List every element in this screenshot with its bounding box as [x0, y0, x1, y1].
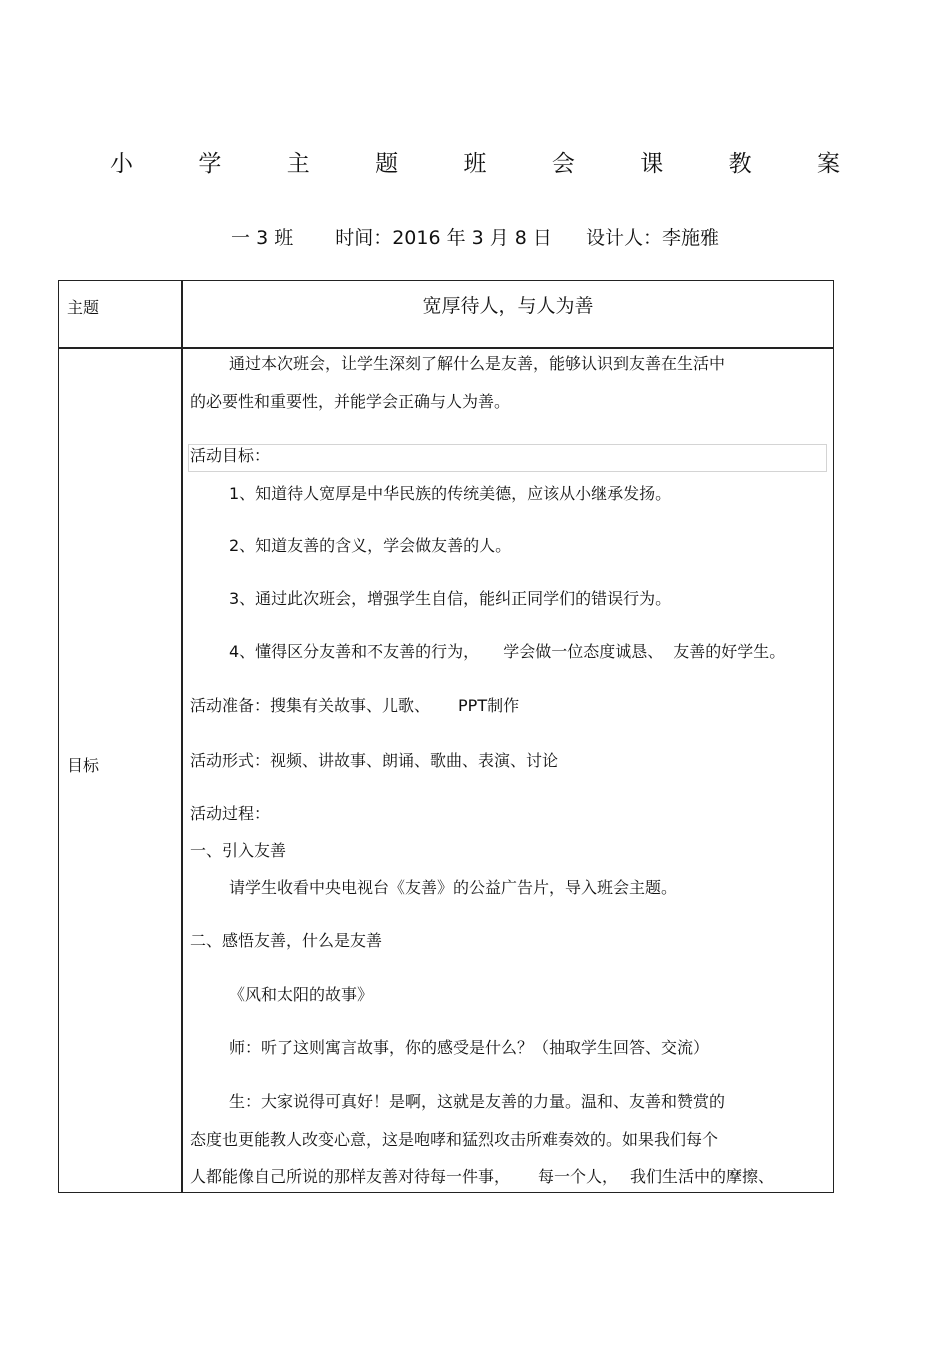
- objectives-heading-box: [188, 444, 827, 472]
- prep-part: PPT制作: [458, 696, 520, 715]
- activity-form: 活动形式：视频、讲故事、朗诵、歌曲、表演、讨论: [190, 751, 559, 770]
- objective4-part: 4、懂得区分友善和不友善的行为，: [229, 642, 480, 661]
- document-title: [110, 150, 840, 178]
- title-char: 教: [728, 151, 752, 177]
- title-char: 班: [463, 151, 487, 177]
- objective-item: 2、知道友善的含义，学会做友善的人。: [229, 536, 512, 555]
- title-char: 案: [817, 151, 840, 177]
- intro-line: 的必要性和重要性，并能学会正确与人为善。: [190, 392, 511, 411]
- objective4-part: 学会做一位态度诚恳、: [503, 642, 664, 661]
- intro-line: 通过本次班会，让学生深刻了解什么是友善，能够认识到友善在生活中: [229, 354, 726, 373]
- title-char: 题: [375, 151, 399, 177]
- title-char: 学: [198, 151, 222, 177]
- teacher-question: 师：听了这则寓言故事，你的感受是什么？（抽取学生回答、交流）: [229, 1038, 710, 1057]
- lesson-table: [58, 280, 834, 1193]
- lesson-time: 时间：2016 年 3 月 8 日: [335, 227, 552, 249]
- title-char: 主: [286, 151, 310, 177]
- student-line-part: 我们生活中的摩擦、: [630, 1167, 775, 1186]
- objective-item: 1、知道待人宽厚是中华民族的传统美德，应该从小继承发扬。: [229, 484, 672, 503]
- student-line: 生：大家说得可真好！是啊，这就是友善的力量。温和、友善和赞赏的: [229, 1092, 726, 1111]
- topic-label: 主题: [67, 298, 100, 317]
- title-char: 会: [551, 151, 575, 177]
- student-line: 态度也更能教人改变心意，这是咆哮和猛烈攻击所难奏效的。如果我们每个: [190, 1130, 719, 1149]
- student-line-part: 每一个人，: [538, 1167, 619, 1186]
- story-title: 《风和太阳的故事》: [229, 985, 374, 1004]
- student-line-part: 人都能像自己所说的那样友善对待每一件事，: [190, 1167, 511, 1186]
- objective4-part: 友善的好学生。: [673, 642, 786, 661]
- activity-prep: [190, 695, 519, 717]
- student-line: [190, 1166, 774, 1188]
- objectives-heading: 活动目标：: [190, 446, 271, 465]
- class-name: 一 3 班: [231, 227, 294, 249]
- section-text: 请学生收看中央电视台《友善》的公益广告片，导入班会主题。: [229, 878, 678, 897]
- document-subtitle: [0, 225, 950, 251]
- title-char: 课: [640, 151, 664, 177]
- section-heading: 二、感悟友善，什么是友善: [190, 931, 383, 950]
- activity-process: 活动过程：: [190, 804, 271, 823]
- goal-label: 目标: [67, 756, 100, 775]
- designer: 设计人：李施雅: [585, 227, 719, 249]
- topic-value: 宽厚待人，与人为善: [422, 295, 594, 317]
- section-heading: 一、引入友善: [190, 841, 287, 860]
- objective-item: 3、通过此次班会，增强学生自信，能纠正同学们的错误行为。: [229, 589, 672, 608]
- prep-part: 活动准备：搜集有关故事、儿歌、: [190, 696, 431, 715]
- title-char: 小: [110, 151, 133, 177]
- goal-content: [59, 281, 835, 1192]
- objective-item: [229, 641, 785, 663]
